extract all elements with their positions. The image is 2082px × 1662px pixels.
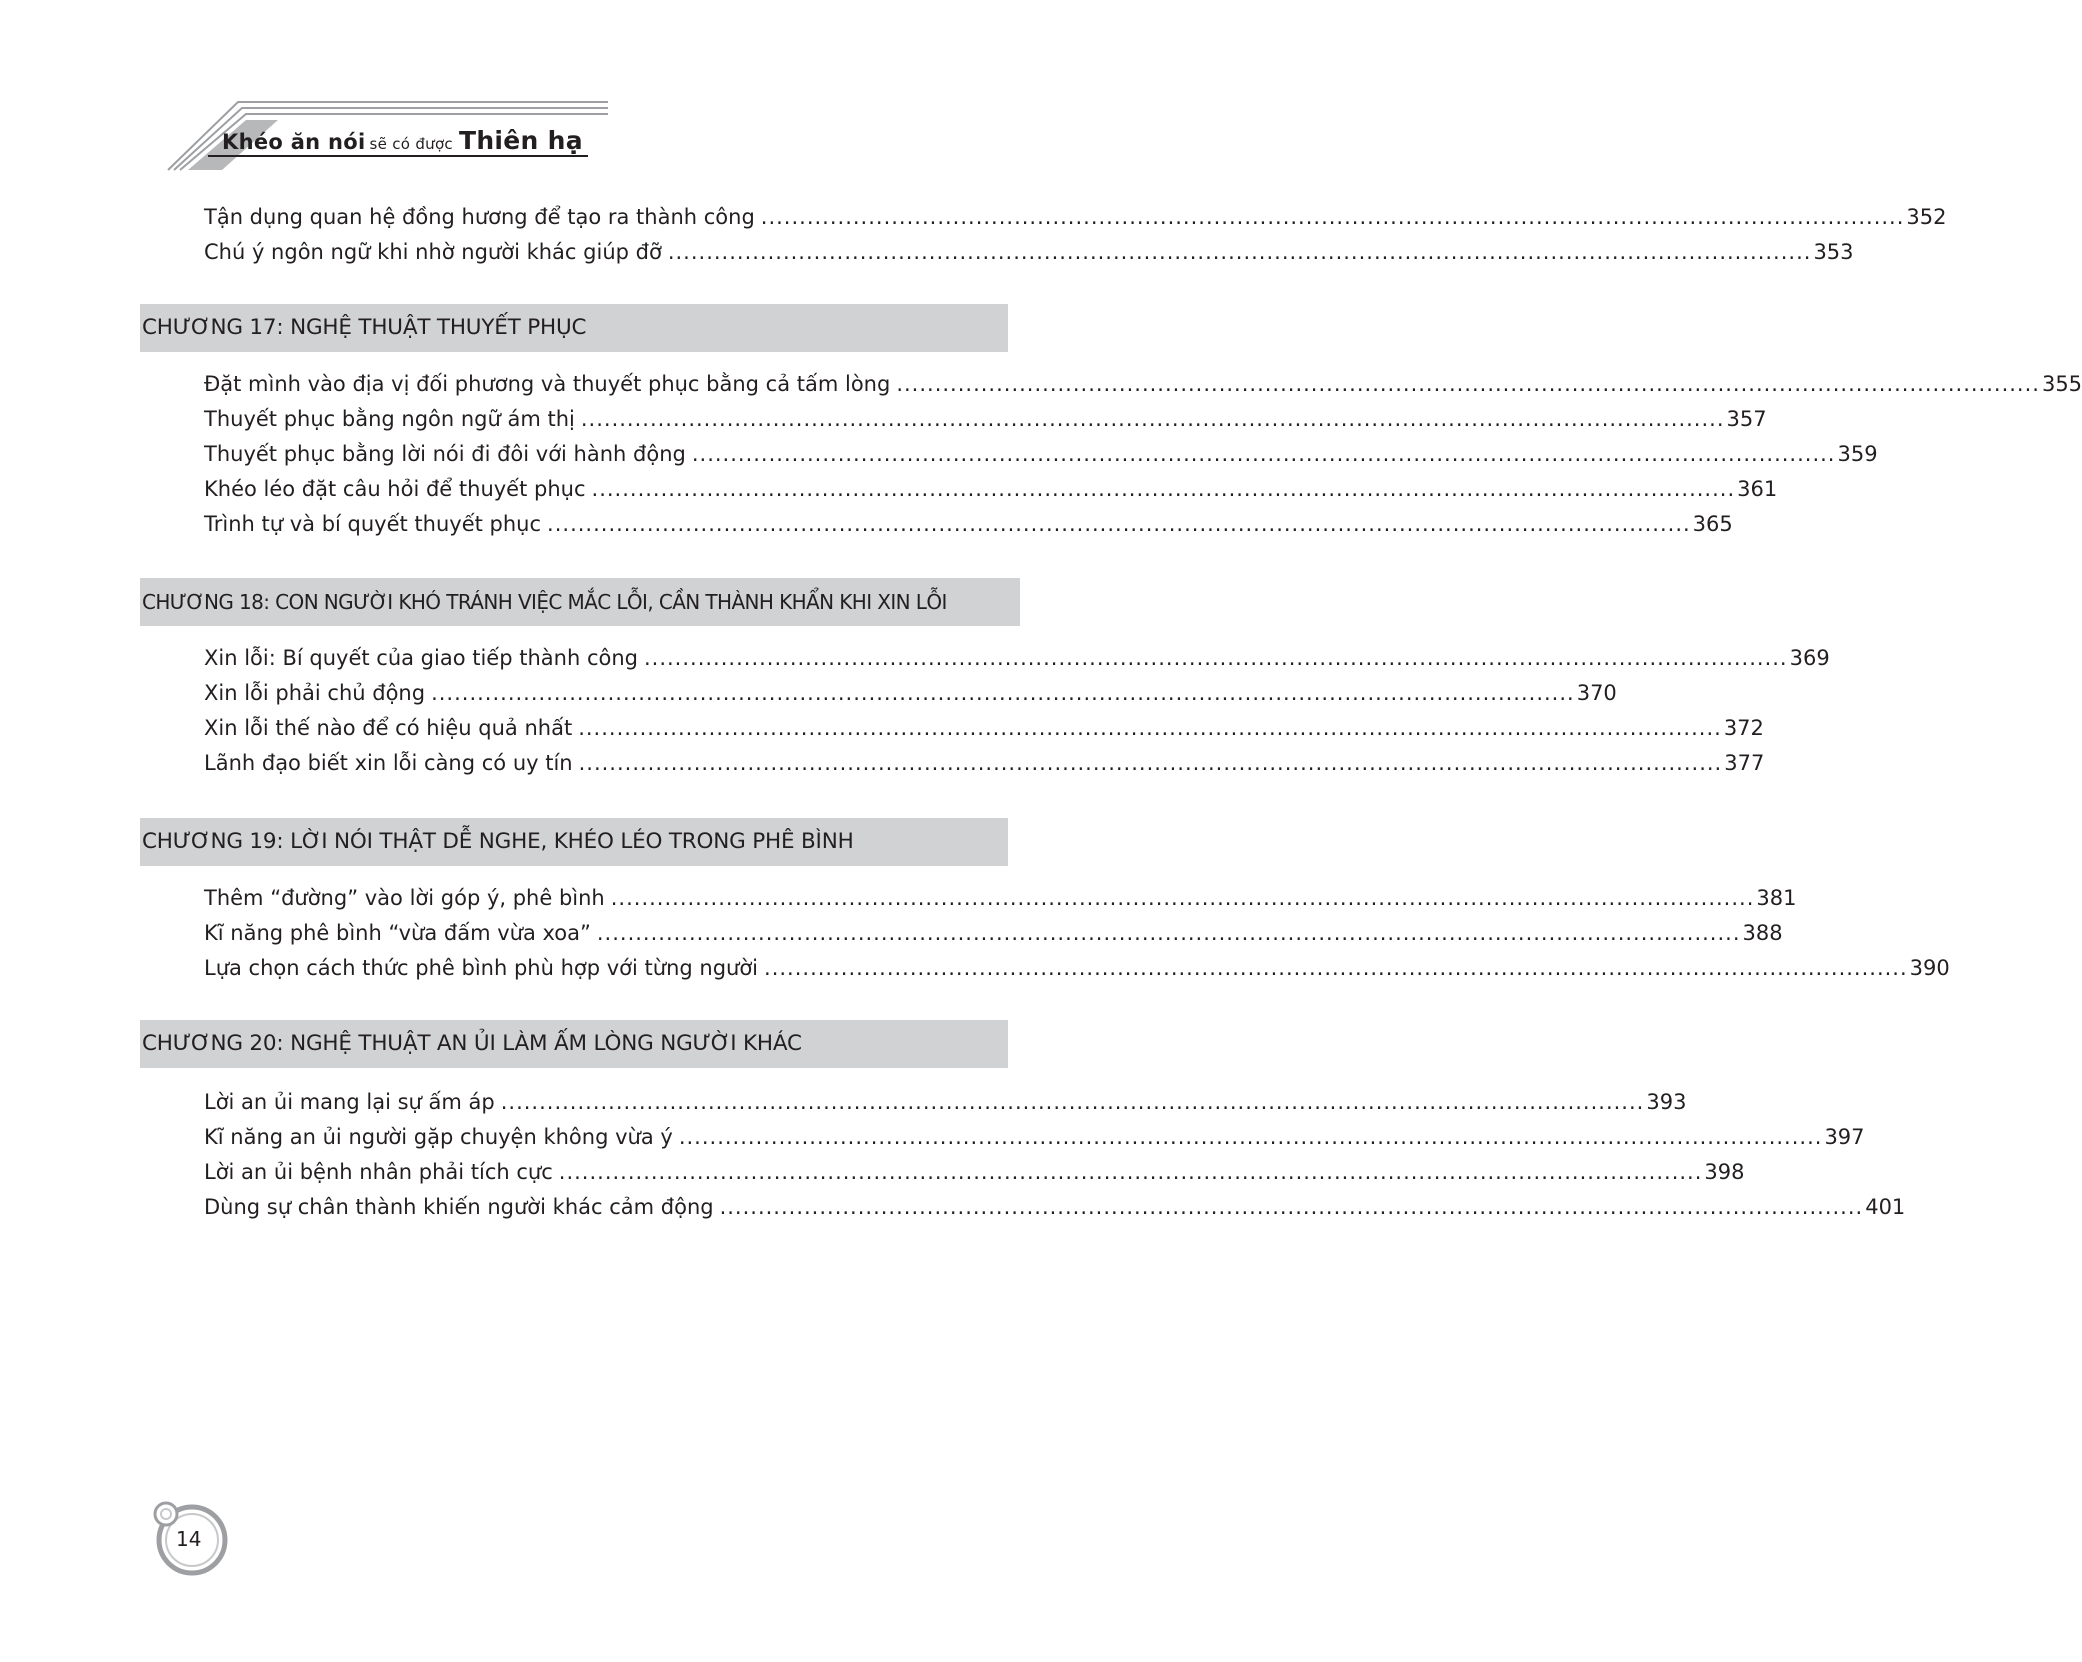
toc-entry <box>204 676 1617 710</box>
chapter-heading-bar <box>140 578 1020 626</box>
toc-entry <box>204 1155 1745 1189</box>
book-title-part-3: Thiên hạ <box>458 126 583 155</box>
toc-entry <box>204 235 1854 269</box>
toc-entry <box>204 746 1765 780</box>
toc-entry-title: Thuyết phục bằng ngôn ngữ ám thị <box>204 407 575 431</box>
dot-leader: ..................................................................................................................................................... <box>760 205 1905 229</box>
toc-entry-title: Tận dụng quan hệ đồng hương để tạo ra thành công <box>204 205 755 229</box>
toc-entry-page: 372 <box>1723 716 1764 740</box>
dot-leader: ..................................................................................................................................................... <box>431 681 1575 705</box>
toc-entry-page: 369 <box>1789 646 1830 670</box>
toc-entry-page: 393 <box>1646 1090 1687 1114</box>
toc-entry <box>204 507 1733 541</box>
book-title-part-2: sẽ có được <box>369 135 453 153</box>
toc-entry <box>204 916 1783 950</box>
toc-entry <box>204 881 1797 915</box>
toc-entry-title: Xin lỗi thế nào để có hiệu quả nhất <box>204 716 573 740</box>
dot-leader: ..................................................................................................................................................... <box>578 751 1723 775</box>
toc-entry-title: Lãnh đạo biết xin lỗi càng có uy tín <box>204 751 573 775</box>
dot-leader: ..................................................................................................................................................... <box>764 956 1908 980</box>
toc-entry-title: Kĩ năng an ủi người gặp chuyện không vừa ý <box>204 1125 673 1149</box>
toc-entry <box>204 1190 1906 1224</box>
toc-entry-page: 377 <box>1724 751 1765 775</box>
chapter-heading: CHƯƠNG 19: LỜI NÓI THẬT DỄ NGHE, KHÉO LÉO TRONG PHÊ BÌNH <box>142 829 854 854</box>
book-title <box>222 126 583 155</box>
toc-entry-page: 355 <box>2041 372 2082 396</box>
dot-leader: ..................................................................................................................................................... <box>719 1195 1864 1219</box>
toc-entry-page: 370 <box>1576 681 1617 705</box>
toc-entry-page: 353 <box>1813 240 1854 264</box>
dot-leader: ..................................................................................................................................................... <box>643 646 1788 670</box>
chapter-heading: CHƯƠNG 20: NGHỆ THUẬT AN ỦI LÀM ẤM LÒNG NGƯỜI KHÁC <box>142 1031 802 1056</box>
toc-entry-title: Lời an ủi bệnh nhân phải tích cực <box>204 1160 553 1184</box>
dot-leader: ..................................................................................................................................................... <box>678 1125 1823 1149</box>
toc-entry-title: Khéo léo đặt câu hỏi để thuyết phục <box>204 477 586 501</box>
toc-entry-title: Xin lỗi: Bí quyết của giao tiếp thành công <box>204 646 638 670</box>
toc-entry <box>204 367 2082 401</box>
toc-entry-page: 357 <box>1726 407 1767 431</box>
dot-leader: ..................................................................................................................................................... <box>578 716 1722 740</box>
dot-leader: ..................................................................................................................................................... <box>610 886 1755 910</box>
toc-entry-page: 401 <box>1865 1195 1906 1219</box>
toc-entry-title: Dùng sự chân thành khiến người khác cảm động <box>204 1195 714 1219</box>
toc-entry-title: Thuyết phục bằng lời nói đi đôi với hành động <box>204 442 686 466</box>
toc-entry-title: Đặt mình vào địa vị đối phương và thuyết phục bằng cả tấm lòng <box>204 372 891 396</box>
toc-entry-page: 361 <box>1737 477 1778 501</box>
toc-entry-title: Thêm “đường” vào lời góp ý, phê bình <box>204 886 605 910</box>
chapter-heading-bar <box>140 304 1008 352</box>
chapter-heading: CHƯƠNG 18: CON NGƯỜI KHÓ TRÁNH VIỆC MẮC LỖI, CẦN THÀNH KHẨN KHI XIN LỖI <box>142 590 947 614</box>
toc-entry-title: Xin lỗi phải chủ động <box>204 681 426 705</box>
toc-entry <box>204 1120 1865 1154</box>
dot-leader: ..................................................................................................................................................... <box>691 442 1836 466</box>
toc-entry-title: Trình tự và bí quyết thuyết phục <box>204 512 542 536</box>
toc-entry <box>204 1085 1687 1119</box>
toc-entry-page: 352 <box>1906 205 1947 229</box>
dot-leader: ..................................................................................................................................................... <box>896 372 2040 396</box>
chapter-heading: CHƯƠNG 17: NGHỆ THUẬT THUYẾT PHỤC <box>142 315 587 340</box>
toc-entry-page: 365 <box>1692 512 1733 536</box>
dot-leader: ..................................................................................................................................................... <box>591 477 1736 501</box>
toc-entry <box>204 200 1947 234</box>
chapter-heading-bar <box>140 1020 1008 1068</box>
toc-entry-page: 388 <box>1742 921 1783 945</box>
toc-entry-page: 398 <box>1704 1160 1745 1184</box>
toc-entry-title: Chú ý ngôn ngữ khi nhờ người khác giúp đỡ <box>204 240 662 264</box>
toc-entry <box>204 711 1764 745</box>
dot-leader: ..................................................................................................................................................... <box>500 1090 1645 1114</box>
toc-entry-title: Lựa chọn cách thức phê bình phù hợp với từng người <box>204 956 759 980</box>
dot-leader: ..................................................................................................................................................... <box>547 512 1691 536</box>
page-number: 14 <box>176 1527 202 1551</box>
toc-entry <box>204 641 1830 675</box>
toc-entry-title: Kĩ năng phê bình “vừa đấm vừa xoa” <box>204 921 591 945</box>
toc-entry <box>204 402 1767 436</box>
dot-leader: ..................................................................................................................................................... <box>596 921 1741 945</box>
toc-entry-page: 397 <box>1824 1125 1865 1149</box>
dot-leader: ..................................................................................................................................................... <box>580 407 1725 431</box>
book-title-part-1: Khéo ăn nói <box>222 130 366 154</box>
toc-entry-page: 381 <box>1756 886 1797 910</box>
toc-entry <box>204 951 1950 985</box>
dot-leader: ..................................................................................................................................................... <box>558 1160 1703 1184</box>
toc-entry-page: 359 <box>1837 442 1878 466</box>
toc-entry-page: 390 <box>1909 956 1950 980</box>
toc-entry <box>204 437 1878 471</box>
toc-entry-title: Lời an ủi mang lại sự ấm áp <box>204 1090 495 1114</box>
chapter-heading-bar <box>140 818 1008 866</box>
dot-leader: ..................................................................................................................................................... <box>667 240 1812 264</box>
toc-entry <box>204 472 1778 506</box>
